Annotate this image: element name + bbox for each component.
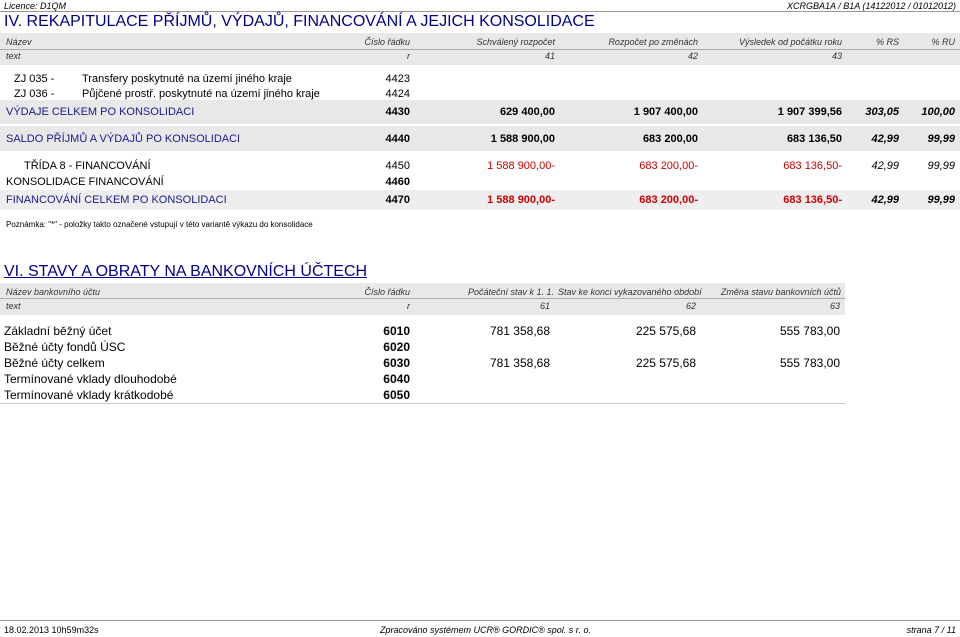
trida8-po-zmenach: 683 200,00- xyxy=(639,160,698,172)
license-label: Licence: D1QM xyxy=(4,1,67,11)
bank-row-zmena: 555 783,00 xyxy=(779,356,840,370)
bank-row-konec: 225 575,68 xyxy=(635,356,696,370)
vydaje-po-zmenach: 1 907 400,00 xyxy=(633,106,698,118)
bank-row-konec: 225 575,68 xyxy=(635,324,696,338)
col-ru-header: % RU xyxy=(931,37,955,47)
vydaje-num: 4430 xyxy=(385,106,410,118)
trida8-label: TŘÍDA 8 - FINANCOVÁNÍ xyxy=(24,160,151,172)
section-vi-title: VI. STAVY A OBRATY NA BANKOVNÍCH ÚČTECH xyxy=(4,263,368,280)
bank-col-nazev: Název bankovního účtu xyxy=(6,287,101,297)
financovani-schvaleny: 1 588 900,00- xyxy=(487,194,555,206)
saldo-num: 4440 xyxy=(385,133,410,145)
saldo-ru: 99,99 xyxy=(927,133,955,145)
bank-row-num: 6040 xyxy=(383,372,410,386)
col-po-zmenach-header: Rozpočet po změnách xyxy=(608,37,698,47)
konsolidace-label: KONSOLIDACE FINANCOVÁNÍ xyxy=(6,176,164,188)
bank-row-name: Běžné účty celkem xyxy=(4,356,105,370)
bank-row-num: 6030 xyxy=(383,356,410,370)
col-schvaleny-header: Schválený rozpočet xyxy=(476,37,555,47)
vydaje-vysledek: 1 907 399,56 xyxy=(777,106,842,118)
col-cislo-header: Číslo řádku xyxy=(364,37,410,47)
trida8-vysledek: 683 136,50- xyxy=(783,160,842,172)
bank-row-num: 6050 xyxy=(383,388,410,402)
bank-row-num: 6010 xyxy=(383,324,410,338)
col-rs-header: % RS xyxy=(875,37,899,47)
bank-sub-61: 61 xyxy=(539,301,550,311)
bank-row-6010 xyxy=(0,322,845,338)
bank-header-divider xyxy=(0,298,845,299)
bank-sub-text: text xyxy=(6,301,21,311)
saldo-vysledek: 683 136,50 xyxy=(786,133,842,145)
bank-sub-62: 62 xyxy=(685,301,696,311)
bank-row-6030 xyxy=(0,354,845,370)
vydaje-label: VÝDAJE CELKEM PO KONSOLIDACI xyxy=(6,106,195,118)
vydaje-schvaleny: 629 400,00 xyxy=(499,106,555,118)
bank-row-name: Termínované vklady krátkodobé xyxy=(4,388,174,402)
section-iv-title: IV. REKAPITULACE PŘÍJMŮ, VÝDAJŮ, FINANCOVÁNÍ A JEJICH KONSOLIDACE xyxy=(4,13,595,30)
bank-row-name: Základní běžný účet xyxy=(4,324,112,338)
bank-bottom-divider xyxy=(0,403,845,404)
footer-date: 18.02.2013 10h59m32s xyxy=(4,625,99,635)
financovani-rs: 42,99 xyxy=(871,194,899,206)
bank-row-6050 xyxy=(0,386,845,402)
bank-col-pocatecni: Počáteční stav k 1. 1. xyxy=(467,287,554,297)
bank-sub-r: r xyxy=(407,301,410,311)
zj-035-name: Transfery poskytnuté na území jiného kraje xyxy=(82,73,292,85)
col-nazev-header: Název xyxy=(6,37,32,47)
trida8-ru: 99,99 xyxy=(927,160,955,172)
bank-col-konec: Stav ke konci vykazovaného období xyxy=(558,287,702,297)
trida8-schvaleny: 1 588 900,00- xyxy=(487,160,555,172)
trida8-num: 4450 xyxy=(385,160,410,172)
bank-row-6020 xyxy=(0,338,845,354)
zj-035-num: 4423 xyxy=(385,73,410,85)
sub-42: 42 xyxy=(687,51,698,61)
vydaje-rs: 303,05 xyxy=(865,106,899,118)
financovani-vysledek: 683 136,50- xyxy=(783,194,842,206)
zj-036-name: Půjčené prostř. poskytnuté na území jiného kraje xyxy=(82,88,320,100)
bank-row-pocatecni: 781 358,68 xyxy=(489,324,550,338)
top-divider xyxy=(0,11,960,12)
header-divider xyxy=(0,49,960,50)
saldo-label: SALDO PŘÍJMŮ A VÝDAJŮ PO KONSOLIDACI xyxy=(6,133,241,145)
sub-43: 43 xyxy=(831,51,842,61)
footer-system: Zpracováno systémem UCR® GORDIC® spol. s r. o. xyxy=(380,625,591,635)
financovani-label: FINANCOVÁNÍ CELKEM PO KONSOLIDACI xyxy=(6,194,227,206)
bank-row-zmena: 555 783,00 xyxy=(779,324,840,338)
bank-col-cislo: Číslo řádku xyxy=(364,287,410,297)
vydaje-ru: 100,00 xyxy=(921,106,955,118)
zj-036-code: ZJ 036 - xyxy=(14,88,55,100)
bank-col-zmena: Změna stavu bankovních účtů xyxy=(720,287,841,297)
zj-035-code: ZJ 035 - xyxy=(14,73,55,85)
saldo-schvaleny: 1 588 900,00 xyxy=(490,133,555,145)
bank-row-name: Běžné účty fondů ÚSC xyxy=(4,340,126,354)
bank-row-pocatecni: 781 358,68 xyxy=(489,356,550,370)
report-code: XCRGBA1A / B1A (14122012 / 01012012) xyxy=(787,1,956,11)
col-vysledek-header: Výsledek od počátku roku xyxy=(738,37,842,47)
footer-page: strana 7 / 11 xyxy=(906,625,956,635)
financovani-po-zmenach: 683 200,00- xyxy=(639,194,698,206)
bank-sub-63: 63 xyxy=(829,301,840,311)
saldo-rs: 42,99 xyxy=(871,133,899,145)
sub-text: text xyxy=(6,51,21,61)
financovani-num: 4470 xyxy=(385,194,410,206)
sub-41: 41 xyxy=(544,51,555,61)
bank-row-num: 6020 xyxy=(383,340,410,354)
bank-row-name: Termínované vklady dlouhodobé xyxy=(4,372,177,386)
financovani-ru: 99,99 xyxy=(927,194,955,206)
sub-r: r xyxy=(407,51,410,61)
zj-036-num: 4424 xyxy=(385,88,410,100)
konsolidace-num: 4460 xyxy=(385,176,410,188)
footer-divider xyxy=(0,620,960,621)
bank-row-6040 xyxy=(0,370,845,386)
note-text: Poznámka: "*" - položky takto označené vstupují v této variantě výkazu do konsolidace xyxy=(6,220,313,229)
saldo-po-zmenach: 683 200,00 xyxy=(642,133,698,145)
trida8-rs: 42,99 xyxy=(871,160,899,172)
